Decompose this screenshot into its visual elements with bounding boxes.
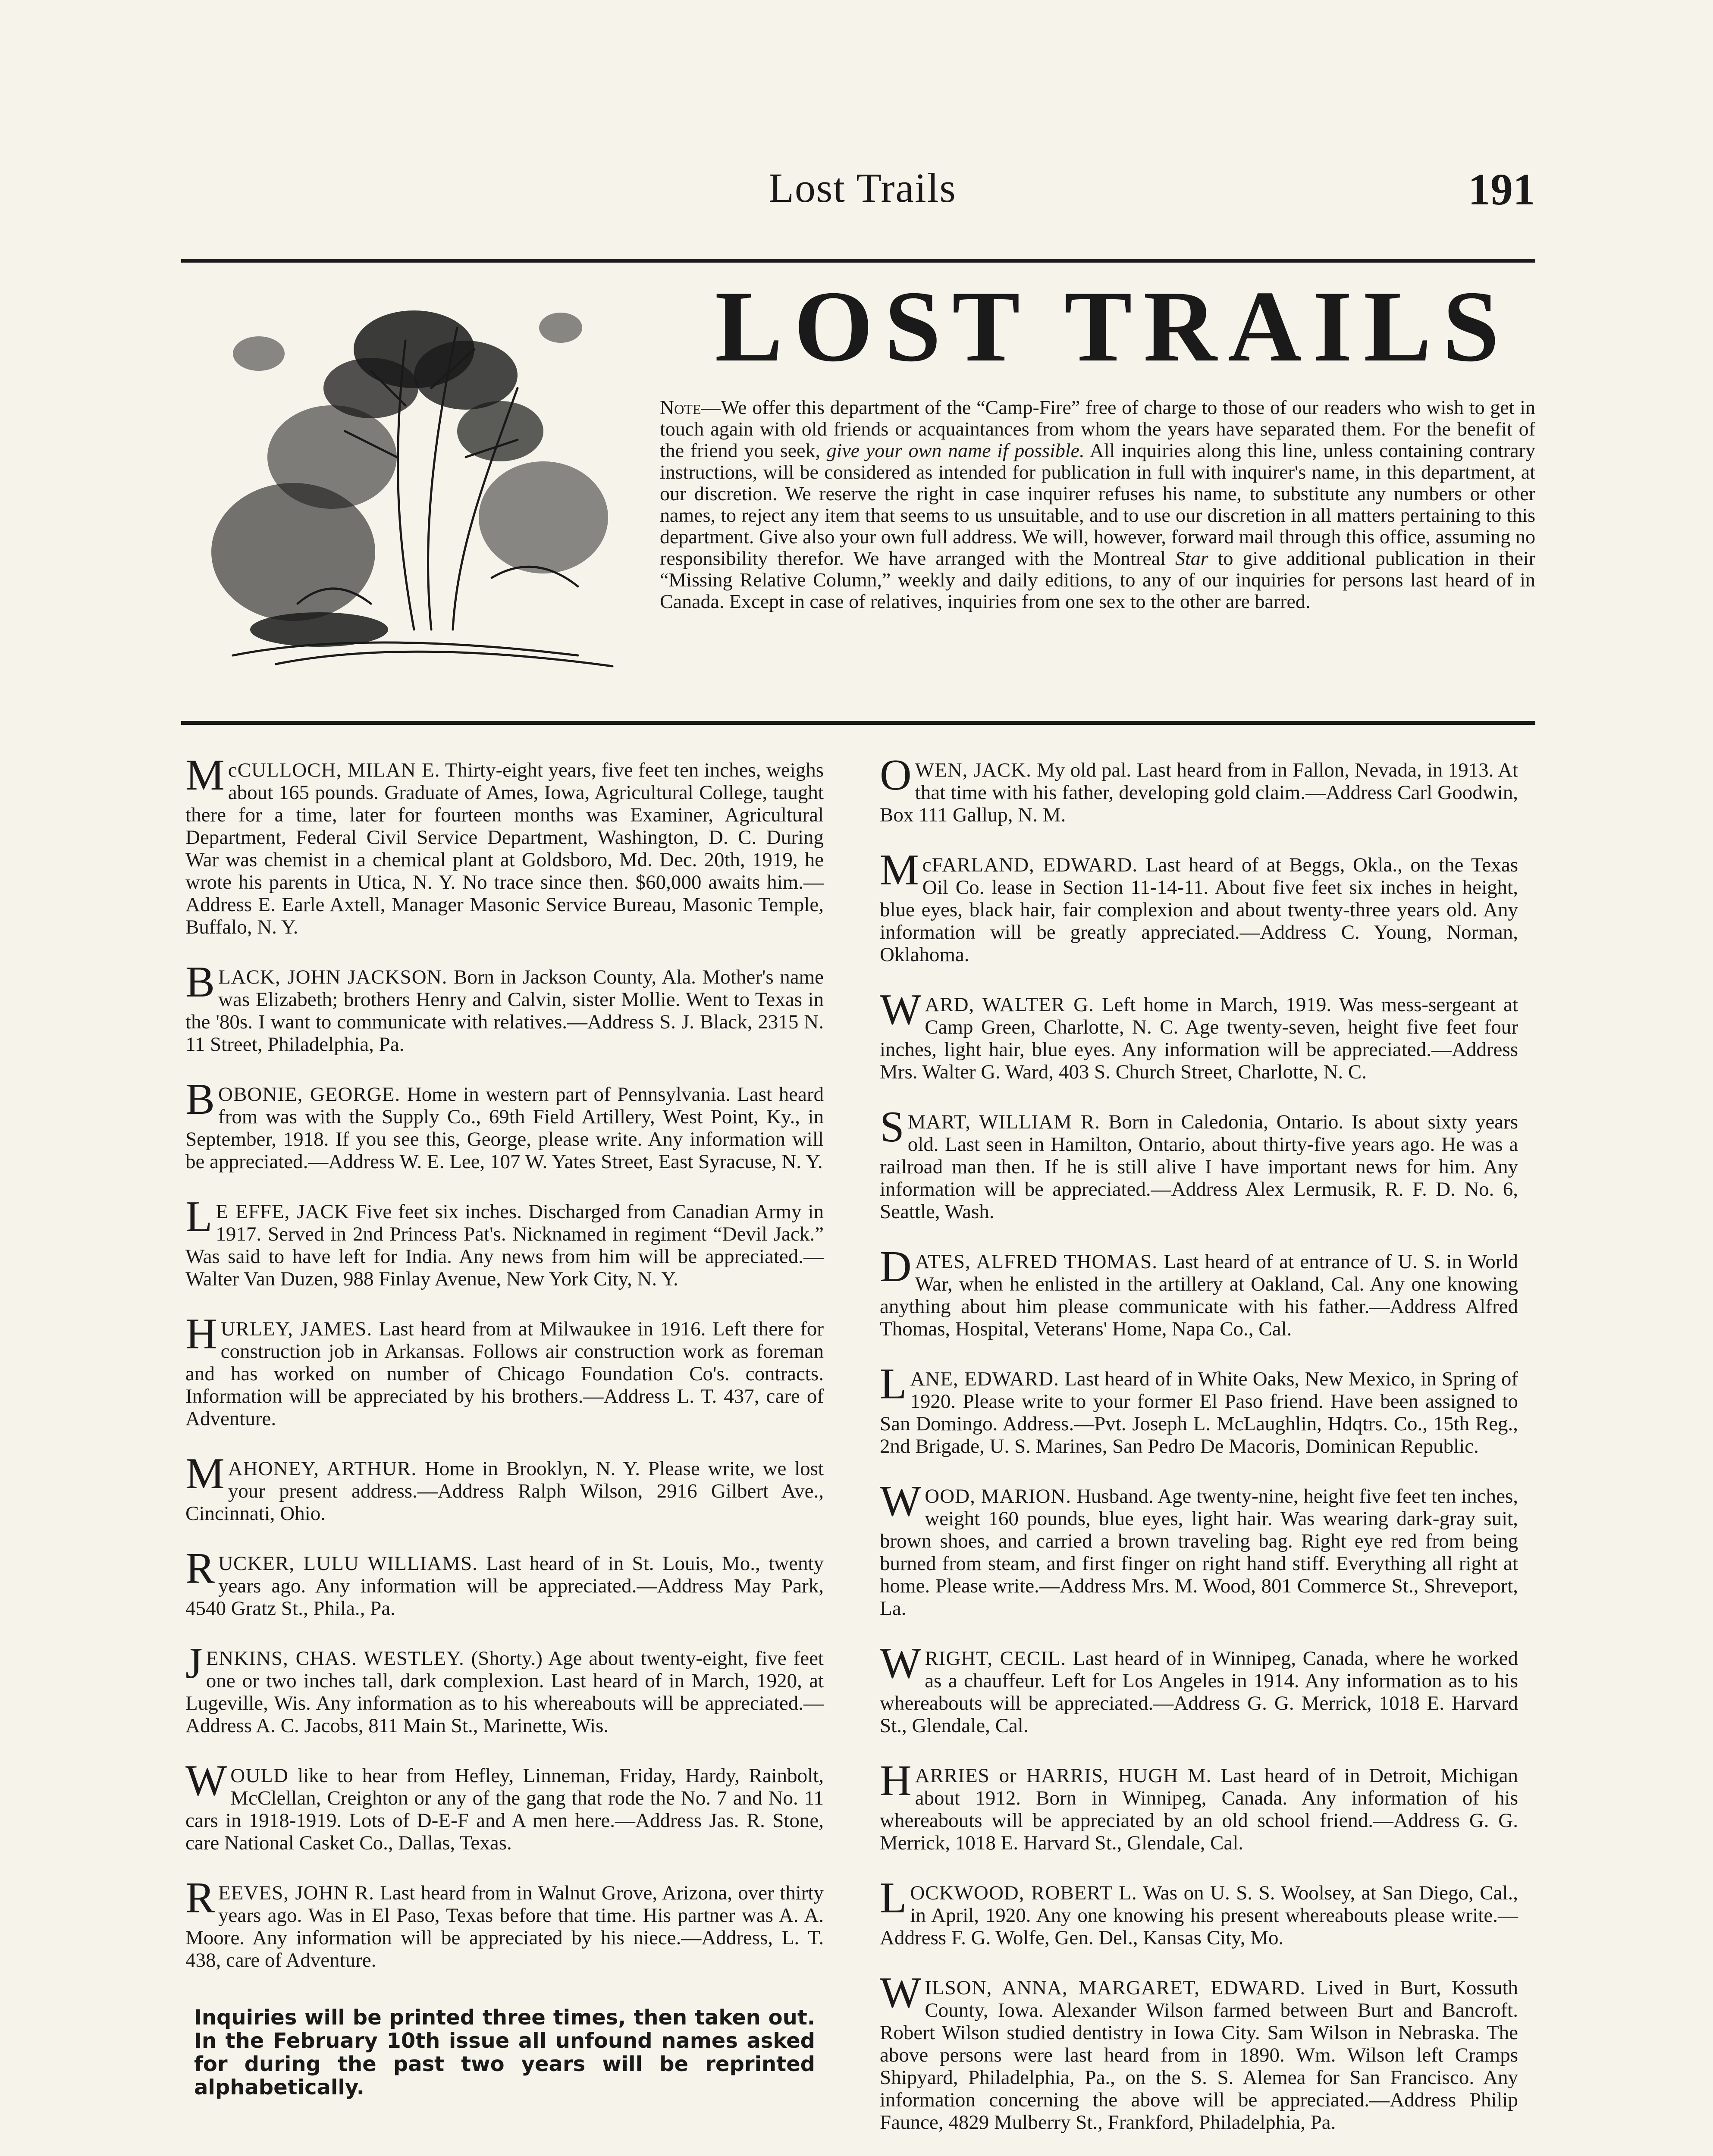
entry-initial: L [185,1192,213,1241]
right-column [880,751,1518,2156]
entry-initial: R [185,1874,215,1922]
entry-initial: H [185,1310,217,1358]
entry-name: ARRIES or HARRIS, HUGH M. [915,1764,1212,1787]
entry-initial: M [185,751,225,799]
inquiry-entry [880,1477,1518,1620]
entry-body: Last heard of in St. Louis, Mo., twenty years ago. Any information will be appreciated.—Address May Park, 4540 Gratz St., Phila., Pa. [185,1552,824,1620]
entry-body: Last heard from in Walnut Grove, Arizona, over thirty years ago. Was in El Paso, Texas before that time. His partner was A. A. Moore. Any information will be appreciated by his niece.—Address, L. T. 438, care of Adventure. [185,1882,824,1971]
entry-initial: H [880,1756,912,1805]
entry-name: ENKINS, CHAS. WESTLEY. [206,1647,464,1670]
inquiry-entry [185,1449,824,1525]
entry-name: RIGHT, CECIL. [925,1647,1067,1670]
entry-name: cFARLAND, EDWARD. [922,854,1138,876]
entry-name: ILSON, ANNA, MARGARET, EDWARD. [925,1977,1306,1999]
inquiry-entry [880,1968,1518,2134]
entry-body: like to hear from Hefley, Linneman, Friday, Hardy, Rainbolt, McClellan, Creighton or any of the gang that rode the No. 7 and No. 11 cars in 1918-1919. Lots of D-E-F and A men here.—Address Jas. R. Stone, care National Casket Co., Dallas, Texas. [185,1764,824,1854]
entry-name: ARD, WALTER G. [925,993,1094,1016]
entry-body: Home in western part of Pennsylvania. Last heard from was with the Supply Co., 69th Field Artillery, West Point, Ky., in September, 1918. If you see this, George, please write. Any information will be appreciated.—Address W. E. Lee, 107 W. Yates Street, East Syracuse, N. Y. [185,1083,824,1173]
entry-body: (Shorty.) Age about twenty-eight, five feet one or two inches tall, dark complexion. Last heard of in March, 1920, at Lugeville, Wis. Any information as to his whereabouts will be appreciated.—Address A. C. Jacobs, 811 Main St., Marinette, Wis. [185,1647,824,1737]
entry-name: cCULLOCH, MILAN E. [228,759,440,781]
note-text-1: —We offer this department of the “Camp-Fire” free of charge to those of our readers who wish to get in touch again with old friends or acquaintances from whom the years have separated them. For the benefit of the friend you seek, [660,396,1535,461]
entry-name: EEVES, JOHN R. [218,1882,374,1904]
note-star: Star [1175,547,1208,569]
inquiry-entry [880,1756,1518,1854]
entry-name: OCKWOOD, ROBERT L. [910,1882,1137,1904]
forest-trail-illustration [190,276,621,686]
entry-name: E EFFE, JACK [216,1200,349,1223]
entry-initial: R [185,1544,215,1593]
inquiry-entry [880,846,1518,966]
inquiry-entry [880,751,1518,826]
entry-body: Last heard of in Detroit, Michigan about 1912. Born in Winnipeg, Canada. Any information of his whereabouts will be appreciated by an old school friend.—Address G. G. Merrick, 1018 E. Harvard St., Glendale, Cal. [880,1764,1518,1854]
inquiry-entry [880,1874,1518,1949]
entry-initial: W [185,1756,227,1805]
inquiry-entry [185,1639,824,1737]
entry-name: UCKER, LULU WILLIAMS. [218,1552,478,1575]
entry-initial: W [880,1639,922,1688]
inquiry-entry [185,1192,824,1290]
entry-body: Home in Brooklyn, N. Y. Please write, we lost your present address.—Address Ralph Wilson, 2916 Gilbert Ave., Cincinnati, Ohio. [185,1457,824,1525]
note-text-3: to give additional publication in their “Missing Relative Column,” weekly and daily editions, to any of our inquiries for persons last heard of in Canada. Except in case of relatives, inquiries from one sex to the other are barred. [660,547,1535,612]
entry-body: Born in Caledonia, Ontario. Is about sixty years old. Last seen in Hamilton, Ontario, about thirty-five years ago. He was a railroad man then. If he is still alive I have important news for him. Any information will be appreciated.—Address Alex Lermusik, R. F. D. No. 6, Seattle, Wash. [880,1111,1518,1223]
inquiry-entry [880,985,1518,1083]
inquiry-entry [185,1310,824,1430]
page-number: 191 [1468,165,1535,214]
entry-body: Last heard from at Milwaukee in 1916. Left there for construction job in Arkansas. Follows air construction work as foreman and has worked on number of Chicago Foundation Co's. contracts. Information will be appreciated by his brothers.—Address L. T. 437, care of Adventure. [185,1318,824,1430]
entry-name: URLEY, JAMES. [220,1318,373,1340]
entry-initial: J [185,1639,203,1688]
entry-initial: D [880,1242,912,1291]
inquiry-entry [185,1075,824,1173]
note-text-2: All inquiries along this line, unless containing contrary instructions, will be considered as intended for publication in full with inquirer's name, in this department, at our discretion. We reserve the right in case inquirer refuses his name, to substitute any numbers or other names, to reject any item that seems to us unsuitable, and to use our discretion in all matters pertaining to this department. Give also your own full address. We will, however, forward mail through this office, assuming no responsibility therefor. We have arranged with the Montreal [660,439,1535,569]
entry-body: Last heard of in White Oaks, New Mexico, in Spring of 1920. Please write to your former El Paso friend. Have been assigned to San Domingo. Address.—Pvt. Joseph L. McLaughlin, Hdqtrs. Co., 15th Reg., 2nd Brigade, U. S. Marines, San Pedro De Macoris, Dominican Republic. [880,1368,1518,1457]
entry-body: Born in Jackson County, Ala. Mother's name was Elizabeth; brothers Henry and Calvin, sister Mollie. Went to Texas in the '80s. I want to communicate with relatives.—Address S. J. Black, 2315 N. 11 Street, Philadelphia, Pa. [185,966,824,1056]
entry-body: Five feet six inches. Discharged from Canadian Army in 1917. Served in 2nd Princess Pat's. Nicknamed in regiment “Devil Jack.” Was said to have left for India. Any news from him will be appreciated.—Walter Van Duzen, 988 Finlay Avenue, New York City, N. Y. [185,1200,824,1290]
entry-initial: L [880,1874,907,1922]
inquiry-entry [880,1639,1518,1737]
entry-name: OBONIE, GEORGE. [218,1083,401,1106]
note-lead: Note [660,396,701,418]
entry-initial: S [880,1103,904,1151]
entry-name: ATES, ALFRED THOMAS. [915,1250,1158,1273]
inquiry-entry [880,1360,1518,1457]
entry-body: Last heard of at entrance of U. S. in World War, when he enlisted in the artillery at Oakland, Cal. Any one knowing anything about him please communicate with his father.—Address Alfred Thomas, Hospital, Veterans' Home, Napa Co., Cal. [880,1250,1518,1340]
entry-name: WEN, JACK. [915,759,1032,781]
entry-initial: B [185,1075,215,1124]
entry-initial: O [880,751,912,799]
department-note [660,397,1535,612]
forest-trail-drawing [190,276,621,686]
entry-body: My old pal. Last heard from in Fallon, Nevada, in 1913. At that time with his father, developing gold claim.—Address Carl Goodwin, Box 111 Gallup, N. M. [880,759,1518,826]
inquiry-entry [880,1242,1518,1340]
entry-initial: W [880,1477,922,1526]
section-rule [181,721,1535,725]
note-italic: give your own name if possible. [826,439,1085,461]
entry-body: Thirty-eight years, five feet ten inches, weighs about 165 pounds. Graduate of Ames, Iowa, Agricultural College, taught there for a time, later for fourteen months was Examiner, Agricultural Department, Federal Civil Service Department, Washington, D. C. During War was chemist in a chemical plant at Goldsboro, Md. Dec. 20th, 1919, he wrote his parents in Utica, N. Y. No trace since then. $60,000 awaits him.—Address E. Earle Axtell, Manager Masonic Service Bureau, Masonic Temple, Buffalo, N. Y. [185,759,824,938]
entry-body: Last heard of at Beggs, Okla., on the Texas Oil Co. lease in Section 11-14-11. About five feet six inches in height, blue eyes, black hair, fair complexion and about twenty-three years old. Any information will be greatly appreciated.—Address C. Young, Norman, Oklahoma. [880,854,1518,966]
entry-name: ANE, EDWARD. [910,1368,1059,1390]
closing-notice: Inquiries will be printed three times, then taken out. In the February 10th issue all unfound names asked for during the past two years will be reprinted alphabetically. [194,2006,815,2100]
inquiry-entry [185,751,824,938]
running-title: Lost Trails [769,165,957,211]
inquiry-entry [185,958,824,1056]
entry-name: OOD, MARION. [925,1485,1072,1507]
running-head [190,155,1535,220]
inquiry-entry [880,1103,1518,1223]
inquiry-entry [185,1544,824,1620]
entry-name: LACK, JOHN JACKSON. [218,966,448,988]
entry-body: Husband. Age twenty-nine, height five feet ten inches, weight 160 pounds, blue eyes, light hair. Was wearing dark-gray suit, brown shoes, and carried a brown traveling bag. Right eye red from being burned from steam, and first finger on right hand stiff. Everything all right at home. Please write.—Address Mrs. M. Wood, 801 Commerce St., Shreveport, La. [880,1485,1518,1620]
entry-body: Was on U. S. S. Woolsey, at San Diego, Cal., in April, 1920. Any one knowing his present whereabouts please write.—Address F. G. Wolfe, Gen. Del., Kansas City, Mo. [880,1882,1518,1949]
inquiry-entry [185,1874,824,1971]
entry-body: Left home in March, 1919. Was mess-sergeant at Camp Green, Charlotte, N. C. Age twenty-seven, height five feet four inches, light hair, blue eyes. Any information will be appreciated.—Address Mrs. Walter G. Ward, 403 S. Church Street, Charlotte, N. C. [880,993,1518,1083]
entry-name: OULD [230,1764,289,1787]
inquiry-entry [185,1756,824,1854]
entry-initial: W [880,985,922,1034]
top-rule [181,259,1535,263]
entry-name: AHONEY, ARTHUR. [228,1457,417,1480]
section-title: LOST TRAILS [715,270,1511,383]
entry-body: Lived in Burt, Kossuth County, Iowa. Alexander Wilson farmed between Burt and Bancroft. Robert Wilson studied dentistry in Iowa City. Sam Wilson in Nebraska. The above persons were last heard from in 1890. Wm. Wilson left Cramps Shipyard, Philadelphia, Pa., on the S. S. Alemea for San Francisco. Any information concerning the above will be appreciated.—Address Philip Faunce, 4829 Mulberry St., Frankford, Philadelphia, Pa. [880,1977,1518,2134]
entry-name: MART, WILLIAM R. [907,1111,1101,1133]
entry-initial: M [880,846,919,894]
entry-initial: B [185,958,215,1006]
entry-initial: L [880,1360,907,1408]
entry-initial: M [185,1449,225,1498]
left-column [185,751,824,2100]
entry-initial: W [880,1968,922,2017]
entry-body: Last heard of in Winnipeg, Canada, where he worked as a chauffeur. Left for Los Angeles in 1914. Any information as to his whereabouts will be appreciated.—Address G. G. Merrick, 1018 E. Harvard St., Glendale, Cal. [880,1647,1518,1737]
